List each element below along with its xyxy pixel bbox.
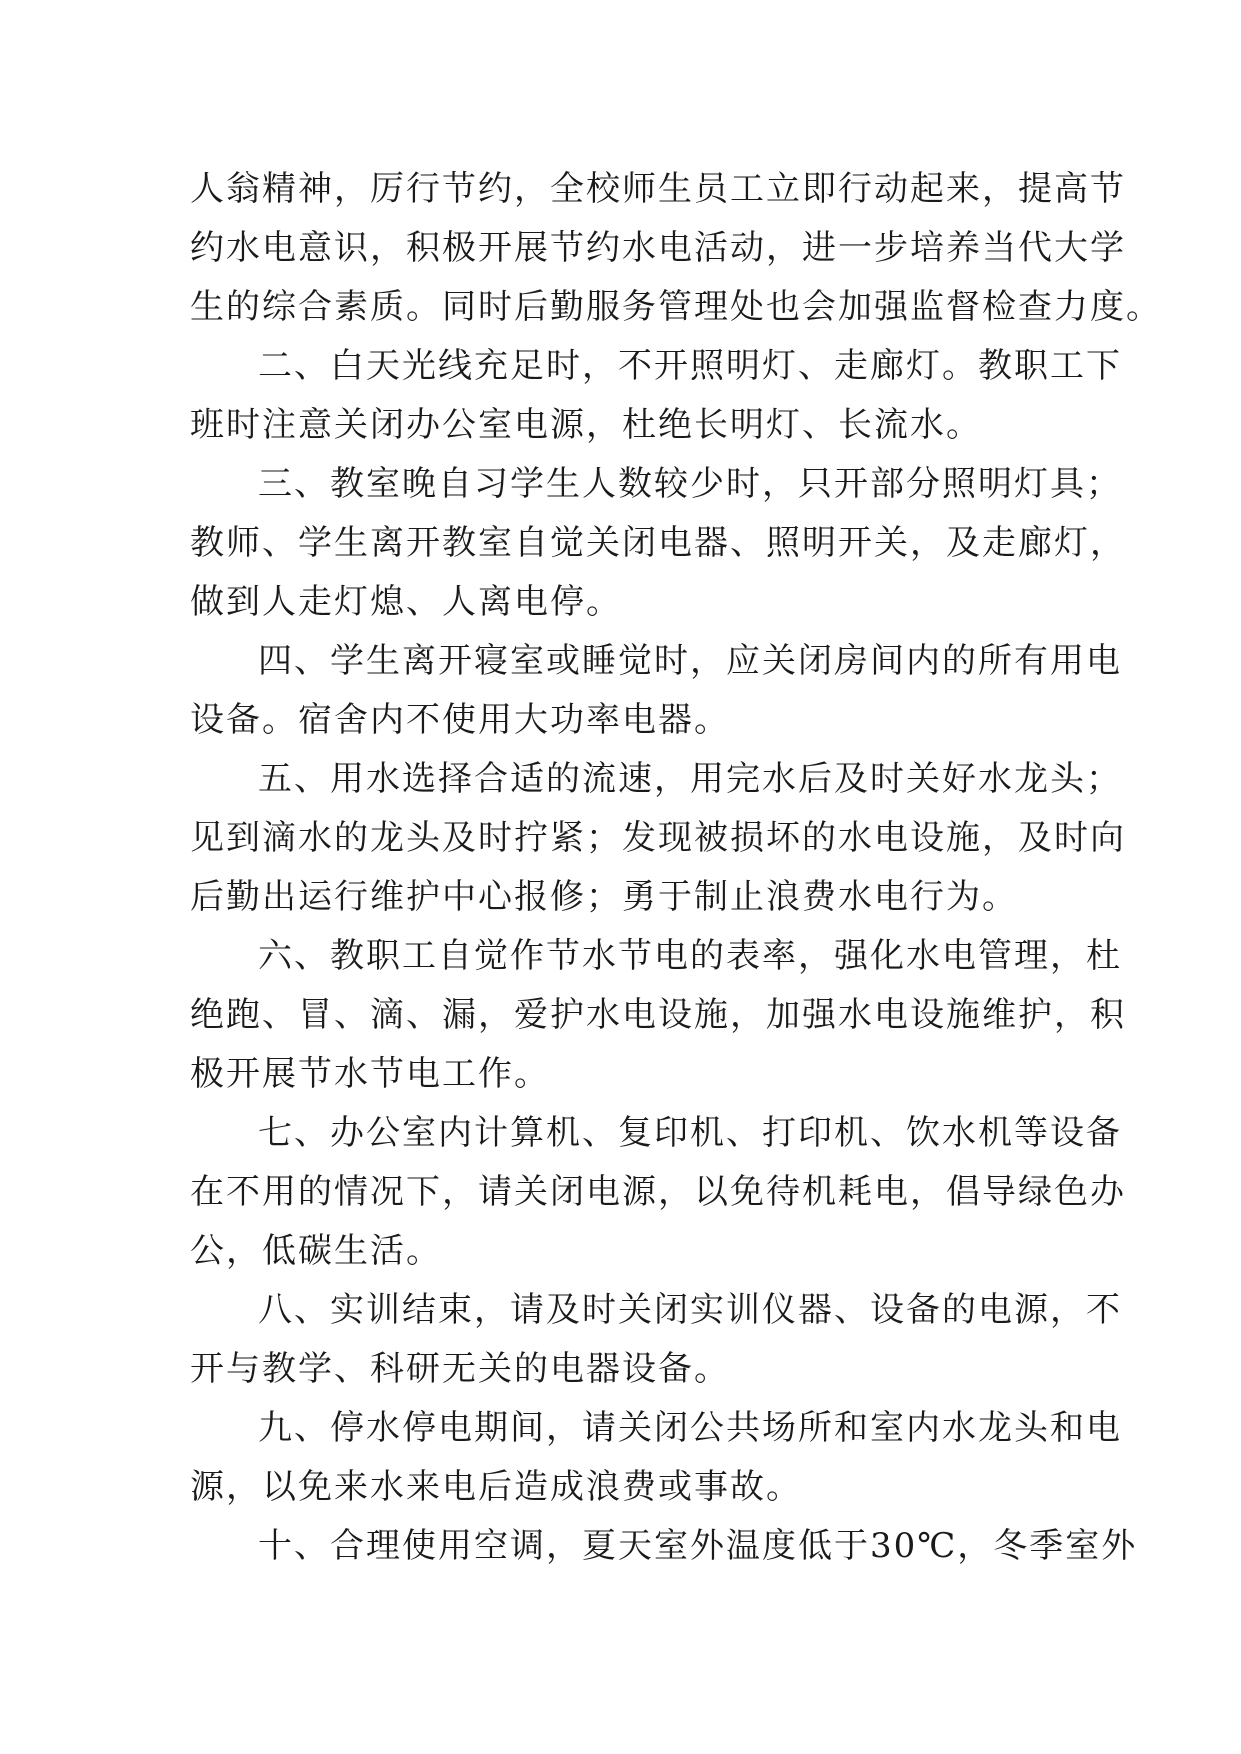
text-line: 源，以免来水来电后造成浪费或事故。	[190, 1467, 802, 1507]
text-line: 生的综合素质。同时后勤服务管理处也会加强监督检查力度。	[190, 287, 1162, 327]
paragraph-line-3-start: 三、教室晚自习学生人数较少时，只开部分照明灯具；	[258, 464, 1122, 504]
paragraph-line-10-start: 十、合理使用空调，夏天室外温度低于30℃，冬季室外	[258, 1526, 1138, 1566]
paragraph-line-8-start: 八、实训结束，请及时关闭实训仪器、设备的电源，不	[258, 1290, 1122, 1330]
paragraph-line-5-start: 五、用水选择合适的流速，用完水后及时关好水龙头；	[258, 759, 1122, 799]
text-line: 公，低碳生活。	[190, 1231, 442, 1271]
paragraph-line-7-start: 七、办公室内计算机、复印机、打印机、饮水机等设备	[258, 1113, 1122, 1153]
text-line: 绝跑、冒、滴、漏，爱护水电设施，加强水电设施维护，积	[190, 995, 1126, 1035]
text-line: 教师、学生离开教室自觉关闭电器、照明开关，及走廊灯，	[190, 523, 1126, 563]
text-line: 极开展节水节电工作。	[190, 1054, 550, 1094]
paragraph-line-2-start: 二、白天光线充足时，不开照明灯、走廊灯。教职工下	[258, 346, 1122, 386]
text-line: 在不用的情况下，请关闭电源，以免待机耗电，倡导绿色办	[190, 1172, 1126, 1212]
paragraph-line-9-start: 九、停水停电期间，请关闭公共场所和室内水龙头和电	[258, 1408, 1122, 1448]
text-line: 设备。宿舍内不使用大功率电器。	[190, 700, 730, 740]
text-line: 开与教学、科研无关的电器设备。	[190, 1349, 730, 1389]
paragraph-line-4-start: 四、学生离开寝室或睡觉时，应关闭房间内的所有用电	[258, 641, 1122, 681]
document-body	[190, 160, 1162, 1576]
text-line: 后勤出运行维护中心报修；勇于制止浪费水电行为。	[190, 877, 1018, 917]
text-line: 约水电意识，积极开展节约水电活动，进一步培养当代大学	[190, 228, 1126, 268]
text-line: 见到滴水的龙头及时拧紧；发现被损坏的水电设施，及时向	[190, 818, 1126, 858]
text-line: 做到人走灯熄、人离电停。	[190, 582, 622, 622]
text-line: 班时注意关闭办公室电源，杜绝长明灯、长流水。	[190, 405, 982, 445]
text-line: 人翁精神，厉行节约，全校师生员工立即行动起来，提高节	[190, 169, 1126, 209]
paragraph-line-6-start: 六、教职工自觉作节水节电的表率，强化水电管理，杜	[258, 936, 1122, 976]
